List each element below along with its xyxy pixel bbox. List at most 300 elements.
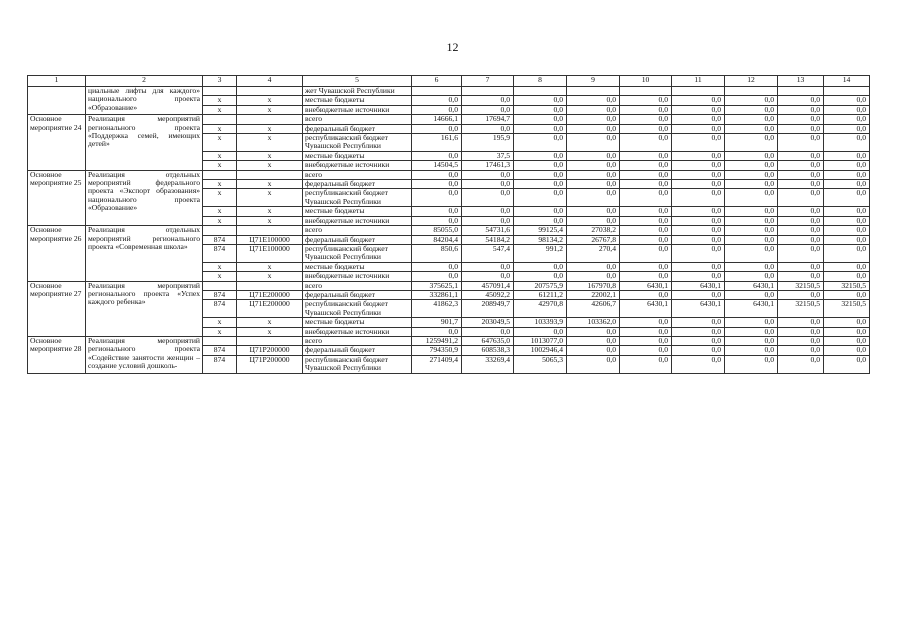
amount-cell: 0,0 bbox=[620, 244, 672, 262]
amount-cell: 0,0 bbox=[412, 151, 462, 160]
csr-code-cell: Ц71P200000 bbox=[237, 346, 303, 355]
amount-cell: 0,0 bbox=[778, 170, 824, 179]
amount-cell: 0,0 bbox=[620, 134, 672, 152]
header-cell-4: 4 bbox=[237, 76, 303, 87]
grbs-code-cell: 874 bbox=[203, 346, 237, 355]
header-cell-11: 11 bbox=[672, 76, 725, 87]
amount-cell: 0,0 bbox=[778, 189, 824, 207]
amount-cell: 0,0 bbox=[567, 96, 620, 105]
amount-cell: 0,0 bbox=[567, 161, 620, 170]
amount-cell: 901,7 bbox=[412, 318, 462, 327]
amount-cell: 0,0 bbox=[620, 226, 672, 235]
csr-code-cell: x bbox=[237, 207, 303, 216]
measure-name-cell bbox=[28, 87, 86, 115]
amount-cell: 0,0 bbox=[672, 115, 725, 124]
amount-cell: 0,0 bbox=[412, 105, 462, 114]
amount-cell: 0,0 bbox=[778, 355, 824, 373]
amount-cell: 1002946,4 bbox=[514, 346, 567, 355]
amount-cell: 0,0 bbox=[567, 189, 620, 207]
csr-code-cell: Ц71E100000 bbox=[237, 244, 303, 262]
amount-cell: 1259491,2 bbox=[412, 336, 462, 345]
amount-cell bbox=[412, 87, 462, 96]
amount-cell: 203049,5 bbox=[462, 318, 514, 327]
amount-cell: 0,0 bbox=[462, 189, 514, 207]
amount-cell: 27038,2 bbox=[567, 226, 620, 235]
amount-cell: 42970,8 bbox=[514, 300, 567, 318]
amount-cell: 0,0 bbox=[672, 346, 725, 355]
budget-table bbox=[27, 75, 870, 374]
table-row bbox=[28, 170, 870, 179]
amount-cell: 0,0 bbox=[672, 290, 725, 299]
amount-cell: 0,0 bbox=[824, 124, 870, 133]
csr-code-cell: x bbox=[237, 189, 303, 207]
amount-cell: 0,0 bbox=[412, 189, 462, 207]
amount-cell: 33269,4 bbox=[462, 355, 514, 373]
amount-cell: 0,0 bbox=[672, 151, 725, 160]
csr-code-cell: x bbox=[237, 124, 303, 133]
funding-source-cell: республиканский бюджет Чувашской Республики bbox=[303, 134, 412, 152]
amount-cell: 22002,1 bbox=[567, 290, 620, 299]
measure-description-cell: Реализация мероприятий регионального проекта «Содействие занятости женщин – создание условий дошколь- bbox=[86, 336, 203, 373]
amount-cell: 0,0 bbox=[620, 272, 672, 281]
funding-source-cell: внебюджетные источники bbox=[303, 327, 412, 336]
amount-cell: 0,0 bbox=[462, 262, 514, 271]
amount-cell: 0,0 bbox=[567, 207, 620, 216]
amount-cell: 103393,9 bbox=[514, 318, 567, 327]
csr-code-cell bbox=[237, 87, 303, 96]
amount-cell: 0,0 bbox=[620, 327, 672, 336]
amount-cell: 0,0 bbox=[462, 170, 514, 179]
amount-cell: 0,0 bbox=[620, 151, 672, 160]
amount-cell: 32150,5 bbox=[824, 281, 870, 290]
amount-cell: 0,0 bbox=[725, 290, 778, 299]
amount-cell: 0,0 bbox=[514, 124, 567, 133]
amount-cell: 0,0 bbox=[672, 180, 725, 189]
amount-cell: 0,0 bbox=[824, 134, 870, 152]
funding-source-cell: местные бюджеты bbox=[303, 151, 412, 160]
grbs-code-cell bbox=[203, 87, 237, 96]
funding-source-cell: всего bbox=[303, 170, 412, 179]
grbs-code-cell: x bbox=[203, 207, 237, 216]
header-cell-7: 7 bbox=[462, 76, 514, 87]
amount-cell: 0,0 bbox=[725, 235, 778, 244]
amount-cell: 0,0 bbox=[672, 216, 725, 225]
amount-cell: 0,0 bbox=[824, 161, 870, 170]
grbs-code-cell bbox=[203, 226, 237, 235]
amount-cell: 0,0 bbox=[778, 262, 824, 271]
funding-source-cell: федеральный бюджет bbox=[303, 290, 412, 299]
grbs-code-cell: x bbox=[203, 96, 237, 105]
csr-code-cell bbox=[237, 336, 303, 345]
amount-cell: 0,0 bbox=[567, 346, 620, 355]
amount-cell: 0,0 bbox=[672, 318, 725, 327]
csr-code-cell: x bbox=[237, 272, 303, 281]
csr-code-cell bbox=[237, 170, 303, 179]
grbs-code-cell: x bbox=[203, 151, 237, 160]
table-row bbox=[28, 115, 870, 124]
amount-cell: 0,0 bbox=[824, 355, 870, 373]
grbs-code-cell: x bbox=[203, 124, 237, 133]
amount-cell: 0,0 bbox=[725, 105, 778, 114]
funding-source-cell: местные бюджеты bbox=[303, 262, 412, 271]
amount-cell: 0,0 bbox=[778, 161, 824, 170]
amount-cell: 332861,1 bbox=[412, 290, 462, 299]
funding-source-cell: федеральный бюджет bbox=[303, 180, 412, 189]
amount-cell: 0,0 bbox=[620, 96, 672, 105]
amount-cell bbox=[672, 87, 725, 96]
amount-cell: 0,0 bbox=[672, 336, 725, 345]
amount-cell: 6430,1 bbox=[725, 281, 778, 290]
grbs-code-cell: 874 bbox=[203, 290, 237, 299]
amount-cell: 5065,3 bbox=[514, 355, 567, 373]
amount-cell: 608538,3 bbox=[462, 346, 514, 355]
amount-cell: 0,0 bbox=[672, 189, 725, 207]
amount-cell: 17461,3 bbox=[462, 161, 514, 170]
amount-cell: 0,0 bbox=[824, 327, 870, 336]
amount-cell: 0,0 bbox=[514, 189, 567, 207]
amount-cell: 0,0 bbox=[412, 207, 462, 216]
amount-cell: 6430,1 bbox=[672, 300, 725, 318]
amount-cell: 0,0 bbox=[514, 96, 567, 105]
header-cell-3: 3 bbox=[203, 76, 237, 87]
amount-cell: 0,0 bbox=[824, 189, 870, 207]
table-row bbox=[28, 336, 870, 345]
amount-cell: 0,0 bbox=[620, 318, 672, 327]
amount-cell: 0,0 bbox=[620, 336, 672, 345]
amount-cell: 6430,1 bbox=[620, 300, 672, 318]
header-cell-5: 5 bbox=[303, 76, 412, 87]
header-row bbox=[28, 76, 870, 87]
amount-cell: 0,0 bbox=[672, 170, 725, 179]
csr-code-cell bbox=[237, 226, 303, 235]
amount-cell: 0,0 bbox=[725, 226, 778, 235]
funding-source-cell: местные бюджеты bbox=[303, 96, 412, 105]
csr-code-cell: x bbox=[237, 134, 303, 152]
csr-code-cell: x bbox=[237, 161, 303, 170]
measure-name-cell: Основное мероприятие 24 bbox=[28, 115, 86, 170]
csr-code-cell: x bbox=[237, 151, 303, 160]
amount-cell: 0,0 bbox=[778, 180, 824, 189]
amount-cell: 0,0 bbox=[725, 336, 778, 345]
amount-cell: 0,0 bbox=[462, 327, 514, 336]
amount-cell: 0,0 bbox=[567, 124, 620, 133]
amount-cell: 6430,1 bbox=[725, 300, 778, 318]
amount-cell: 85055,0 bbox=[412, 226, 462, 235]
amount-cell: 0,0 bbox=[672, 262, 725, 271]
page-number: 12 bbox=[446, 40, 459, 54]
amount-cell: 0,0 bbox=[514, 327, 567, 336]
amount-cell: 0,0 bbox=[567, 327, 620, 336]
amount-cell: 14504,5 bbox=[412, 161, 462, 170]
amount-cell: 0,0 bbox=[412, 124, 462, 133]
amount-cell: 0,0 bbox=[567, 355, 620, 373]
amount-cell: 0,0 bbox=[725, 115, 778, 124]
amount-cell: 0,0 bbox=[725, 170, 778, 179]
grbs-code-cell bbox=[203, 281, 237, 290]
amount-cell: 0,0 bbox=[725, 96, 778, 105]
header-cell-6: 6 bbox=[412, 76, 462, 87]
funding-source-cell: федеральный бюджет bbox=[303, 346, 412, 355]
grbs-code-cell: x bbox=[203, 262, 237, 271]
header-cell-8: 8 bbox=[514, 76, 567, 87]
amount-cell: 0,0 bbox=[672, 327, 725, 336]
amount-cell: 0,0 bbox=[778, 134, 824, 152]
amount-cell bbox=[824, 87, 870, 96]
amount-cell: 0,0 bbox=[567, 272, 620, 281]
amount-cell: 0,0 bbox=[725, 244, 778, 262]
amount-cell: 0,0 bbox=[672, 96, 725, 105]
amount-cell: 0,0 bbox=[412, 262, 462, 271]
measure-name-cell: Основное мероприятие 27 bbox=[28, 281, 86, 336]
amount-cell: 0,0 bbox=[620, 170, 672, 179]
amount-cell: 0,0 bbox=[824, 226, 870, 235]
header-cell-12: 12 bbox=[725, 76, 778, 87]
grbs-code-cell bbox=[203, 336, 237, 345]
amount-cell: 0,0 bbox=[514, 207, 567, 216]
amount-cell: 0,0 bbox=[620, 189, 672, 207]
amount-cell: 0,0 bbox=[514, 262, 567, 271]
amount-cell: 0,0 bbox=[824, 151, 870, 160]
grbs-code-cell: x bbox=[203, 216, 237, 225]
amount-cell: 41862,3 bbox=[412, 300, 462, 318]
amount-cell: 0,0 bbox=[462, 272, 514, 281]
amount-cell: 0,0 bbox=[462, 124, 514, 133]
amount-cell: 0,0 bbox=[824, 318, 870, 327]
amount-cell: 0,0 bbox=[778, 318, 824, 327]
amount-cell: 17694,7 bbox=[462, 115, 514, 124]
funding-source-cell: республиканский бюджет Чувашской Республики bbox=[303, 300, 412, 318]
amount-cell: 98134,2 bbox=[514, 235, 567, 244]
funding-source-cell: республиканский бюджет Чувашской Республики bbox=[303, 244, 412, 262]
table-row bbox=[28, 226, 870, 235]
funding-source-cell: внебюджетные источники bbox=[303, 272, 412, 281]
grbs-code-cell bbox=[203, 170, 237, 179]
amount-cell: 54731,6 bbox=[462, 226, 514, 235]
amount-cell: 0,0 bbox=[567, 134, 620, 152]
amount-cell: 0,0 bbox=[672, 235, 725, 244]
amount-cell: 0,0 bbox=[514, 151, 567, 160]
amount-cell: 0,0 bbox=[824, 290, 870, 299]
amount-cell: 0,0 bbox=[514, 105, 567, 114]
amount-cell: 0,0 bbox=[462, 216, 514, 225]
amount-cell: 0,0 bbox=[567, 180, 620, 189]
amount-cell: 0,0 bbox=[725, 124, 778, 133]
funding-source-cell: федеральный бюджет bbox=[303, 235, 412, 244]
amount-cell: 0,0 bbox=[462, 207, 514, 216]
amount-cell: 0,0 bbox=[620, 235, 672, 244]
amount-cell: 0,0 bbox=[725, 272, 778, 281]
amount-cell bbox=[567, 87, 620, 96]
amount-cell: 0,0 bbox=[412, 96, 462, 105]
amount-cell: 0,0 bbox=[824, 244, 870, 262]
grbs-code-cell: x bbox=[203, 272, 237, 281]
amount-cell: 0,0 bbox=[672, 134, 725, 152]
measure-description-cell: Реализация мероприятий регионального проекта «Поддержка семей, имеющих детей» bbox=[86, 115, 203, 170]
grbs-code-cell: x bbox=[203, 134, 237, 152]
amount-cell: 0,0 bbox=[824, 346, 870, 355]
amount-cell: 0,0 bbox=[672, 105, 725, 114]
amount-cell: 37,5 bbox=[462, 151, 514, 160]
csr-code-cell: x bbox=[237, 327, 303, 336]
amount-cell: 0,0 bbox=[725, 327, 778, 336]
amount-cell: 0,0 bbox=[567, 262, 620, 271]
amount-cell: 0,0 bbox=[672, 124, 725, 133]
amount-cell: 0,0 bbox=[778, 235, 824, 244]
amount-cell: 161,6 bbox=[412, 134, 462, 152]
amount-cell: 0,0 bbox=[824, 115, 870, 124]
amount-cell: 0,0 bbox=[778, 290, 824, 299]
amount-cell: 103362,0 bbox=[567, 318, 620, 327]
amount-cell: 0,0 bbox=[620, 216, 672, 225]
csr-code-cell: x bbox=[237, 180, 303, 189]
amount-cell: 0,0 bbox=[620, 105, 672, 114]
amount-cell bbox=[514, 87, 567, 96]
amount-cell: 0,0 bbox=[620, 346, 672, 355]
amount-cell: 0,0 bbox=[725, 207, 778, 216]
amount-cell: 0,0 bbox=[567, 336, 620, 345]
grbs-code-cell: x bbox=[203, 180, 237, 189]
measure-description-cell: Реализация отдельных мероприятий федерального проекта «Экспорт образования» национального проекта «Образование» bbox=[86, 170, 203, 225]
amount-cell: 0,0 bbox=[672, 355, 725, 373]
amount-cell: 0,0 bbox=[725, 262, 778, 271]
amount-cell: 0,0 bbox=[620, 207, 672, 216]
funding-source-cell: всего bbox=[303, 115, 412, 124]
amount-cell: 61211,2 bbox=[514, 290, 567, 299]
amount-cell: 0,0 bbox=[725, 134, 778, 152]
header-cell-14: 14 bbox=[824, 76, 870, 87]
grbs-code-cell bbox=[203, 115, 237, 124]
amount-cell: 0,0 bbox=[824, 170, 870, 179]
amount-cell: 0,0 bbox=[514, 216, 567, 225]
amount-cell: 0,0 bbox=[514, 272, 567, 281]
amount-cell: 0,0 bbox=[778, 216, 824, 225]
amount-cell: 270,4 bbox=[567, 244, 620, 262]
funding-source-cell: жет Чувашской Республики bbox=[303, 87, 412, 96]
amount-cell: 0,0 bbox=[778, 226, 824, 235]
amount-cell: 0,0 bbox=[824, 105, 870, 114]
amount-cell: 26767,8 bbox=[567, 235, 620, 244]
table-row bbox=[28, 281, 870, 290]
funding-source-cell: внебюджетные источники bbox=[303, 216, 412, 225]
funding-source-cell: всего bbox=[303, 336, 412, 345]
amount-cell: 0,0 bbox=[567, 115, 620, 124]
amount-cell: 0,0 bbox=[462, 105, 514, 114]
amount-cell: 0,0 bbox=[824, 96, 870, 105]
amount-cell bbox=[725, 87, 778, 96]
amount-cell: 0,0 bbox=[778, 272, 824, 281]
amount-cell: 647635,0 bbox=[462, 336, 514, 345]
amount-cell: 0,0 bbox=[824, 336, 870, 345]
csr-code-cell: x bbox=[237, 216, 303, 225]
amount-cell: 0,0 bbox=[620, 115, 672, 124]
csr-code-cell bbox=[237, 115, 303, 124]
amount-cell: 0,0 bbox=[620, 355, 672, 373]
amount-cell: 0,0 bbox=[778, 346, 824, 355]
table-row bbox=[28, 87, 870, 96]
amount-cell: 0,0 bbox=[567, 170, 620, 179]
amount-cell: 0,0 bbox=[778, 207, 824, 216]
amount-cell: 271409,4 bbox=[412, 355, 462, 373]
amount-cell: 0,0 bbox=[725, 161, 778, 170]
csr-code-cell: Ц71E200000 bbox=[237, 300, 303, 318]
funding-source-cell: федеральный бюджет bbox=[303, 124, 412, 133]
measure-name-cell: Основное мероприятие 26 bbox=[28, 226, 86, 281]
amount-cell: 0,0 bbox=[725, 355, 778, 373]
amount-cell: 6430,1 bbox=[620, 281, 672, 290]
measure-name-cell: Основное мероприятие 28 bbox=[28, 336, 86, 373]
amount-cell: 0,0 bbox=[412, 272, 462, 281]
amount-cell: 0,0 bbox=[514, 134, 567, 152]
csr-code-cell: x bbox=[237, 262, 303, 271]
amount-cell: 1013077,0 bbox=[514, 336, 567, 345]
header-cell-10: 10 bbox=[620, 76, 672, 87]
amount-cell: 991,2 bbox=[514, 244, 567, 262]
grbs-code-cell: x bbox=[203, 318, 237, 327]
amount-cell: 14666,1 bbox=[412, 115, 462, 124]
amount-cell: 0,0 bbox=[514, 115, 567, 124]
amount-cell bbox=[462, 87, 514, 96]
amount-cell: 167970,8 bbox=[567, 281, 620, 290]
csr-code-cell: x bbox=[237, 96, 303, 105]
amount-cell: 0,0 bbox=[672, 244, 725, 262]
amount-cell: 0,0 bbox=[462, 96, 514, 105]
amount-cell: 457091,4 bbox=[462, 281, 514, 290]
amount-cell: 0,0 bbox=[567, 216, 620, 225]
amount-cell: 0,0 bbox=[778, 96, 824, 105]
header-cell-2: 2 bbox=[86, 76, 203, 87]
amount-cell: 0,0 bbox=[725, 216, 778, 225]
amount-cell: 0,0 bbox=[514, 180, 567, 189]
amount-cell: 0,0 bbox=[567, 151, 620, 160]
amount-cell: 0,0 bbox=[620, 161, 672, 170]
amount-cell: 0,0 bbox=[620, 180, 672, 189]
funding-source-cell: республиканский бюджет Чувашской Республики bbox=[303, 189, 412, 207]
amount-cell: 0,0 bbox=[778, 336, 824, 345]
grbs-code-cell: 874 bbox=[203, 244, 237, 262]
amount-cell: 32150,5 bbox=[778, 281, 824, 290]
amount-cell: 0,0 bbox=[412, 170, 462, 179]
grbs-code-cell: x bbox=[203, 189, 237, 207]
amount-cell: 0,0 bbox=[824, 216, 870, 225]
amount-cell: 32150,5 bbox=[778, 300, 824, 318]
amount-cell: 0,0 bbox=[778, 124, 824, 133]
amount-cell: 0,0 bbox=[778, 105, 824, 114]
amount-cell: 0,0 bbox=[725, 318, 778, 327]
amount-cell: 0,0 bbox=[514, 161, 567, 170]
amount-cell: 0,0 bbox=[620, 262, 672, 271]
csr-code-cell bbox=[237, 281, 303, 290]
header-cell-9: 9 bbox=[567, 76, 620, 87]
measure-name-cell: Основное мероприятие 25 bbox=[28, 170, 86, 225]
amount-cell bbox=[778, 87, 824, 96]
amount-cell: 0,0 bbox=[824, 272, 870, 281]
amount-cell: 0,0 bbox=[725, 189, 778, 207]
csr-code-cell: Ц71P200000 bbox=[237, 355, 303, 373]
measure-description-cell: Реализация мероприятий регионального проекта «Успех каждого ребенка» bbox=[86, 281, 203, 336]
header-cell-13: 13 bbox=[778, 76, 824, 87]
amount-cell: 0,0 bbox=[672, 226, 725, 235]
funding-source-cell: внебюджетные источники bbox=[303, 161, 412, 170]
amount-cell: 794350,9 bbox=[412, 346, 462, 355]
csr-code-cell: Ц71E100000 bbox=[237, 235, 303, 244]
amount-cell: 0,0 bbox=[412, 216, 462, 225]
amount-cell: 0,0 bbox=[725, 346, 778, 355]
amount-cell: 0,0 bbox=[725, 151, 778, 160]
amount-cell: 0,0 bbox=[778, 244, 824, 262]
measure-description-cell: циальные лифты для каждого» национального проекта «Образование» bbox=[86, 87, 203, 115]
amount-cell: 0,0 bbox=[824, 207, 870, 216]
amount-cell: 0,0 bbox=[725, 180, 778, 189]
